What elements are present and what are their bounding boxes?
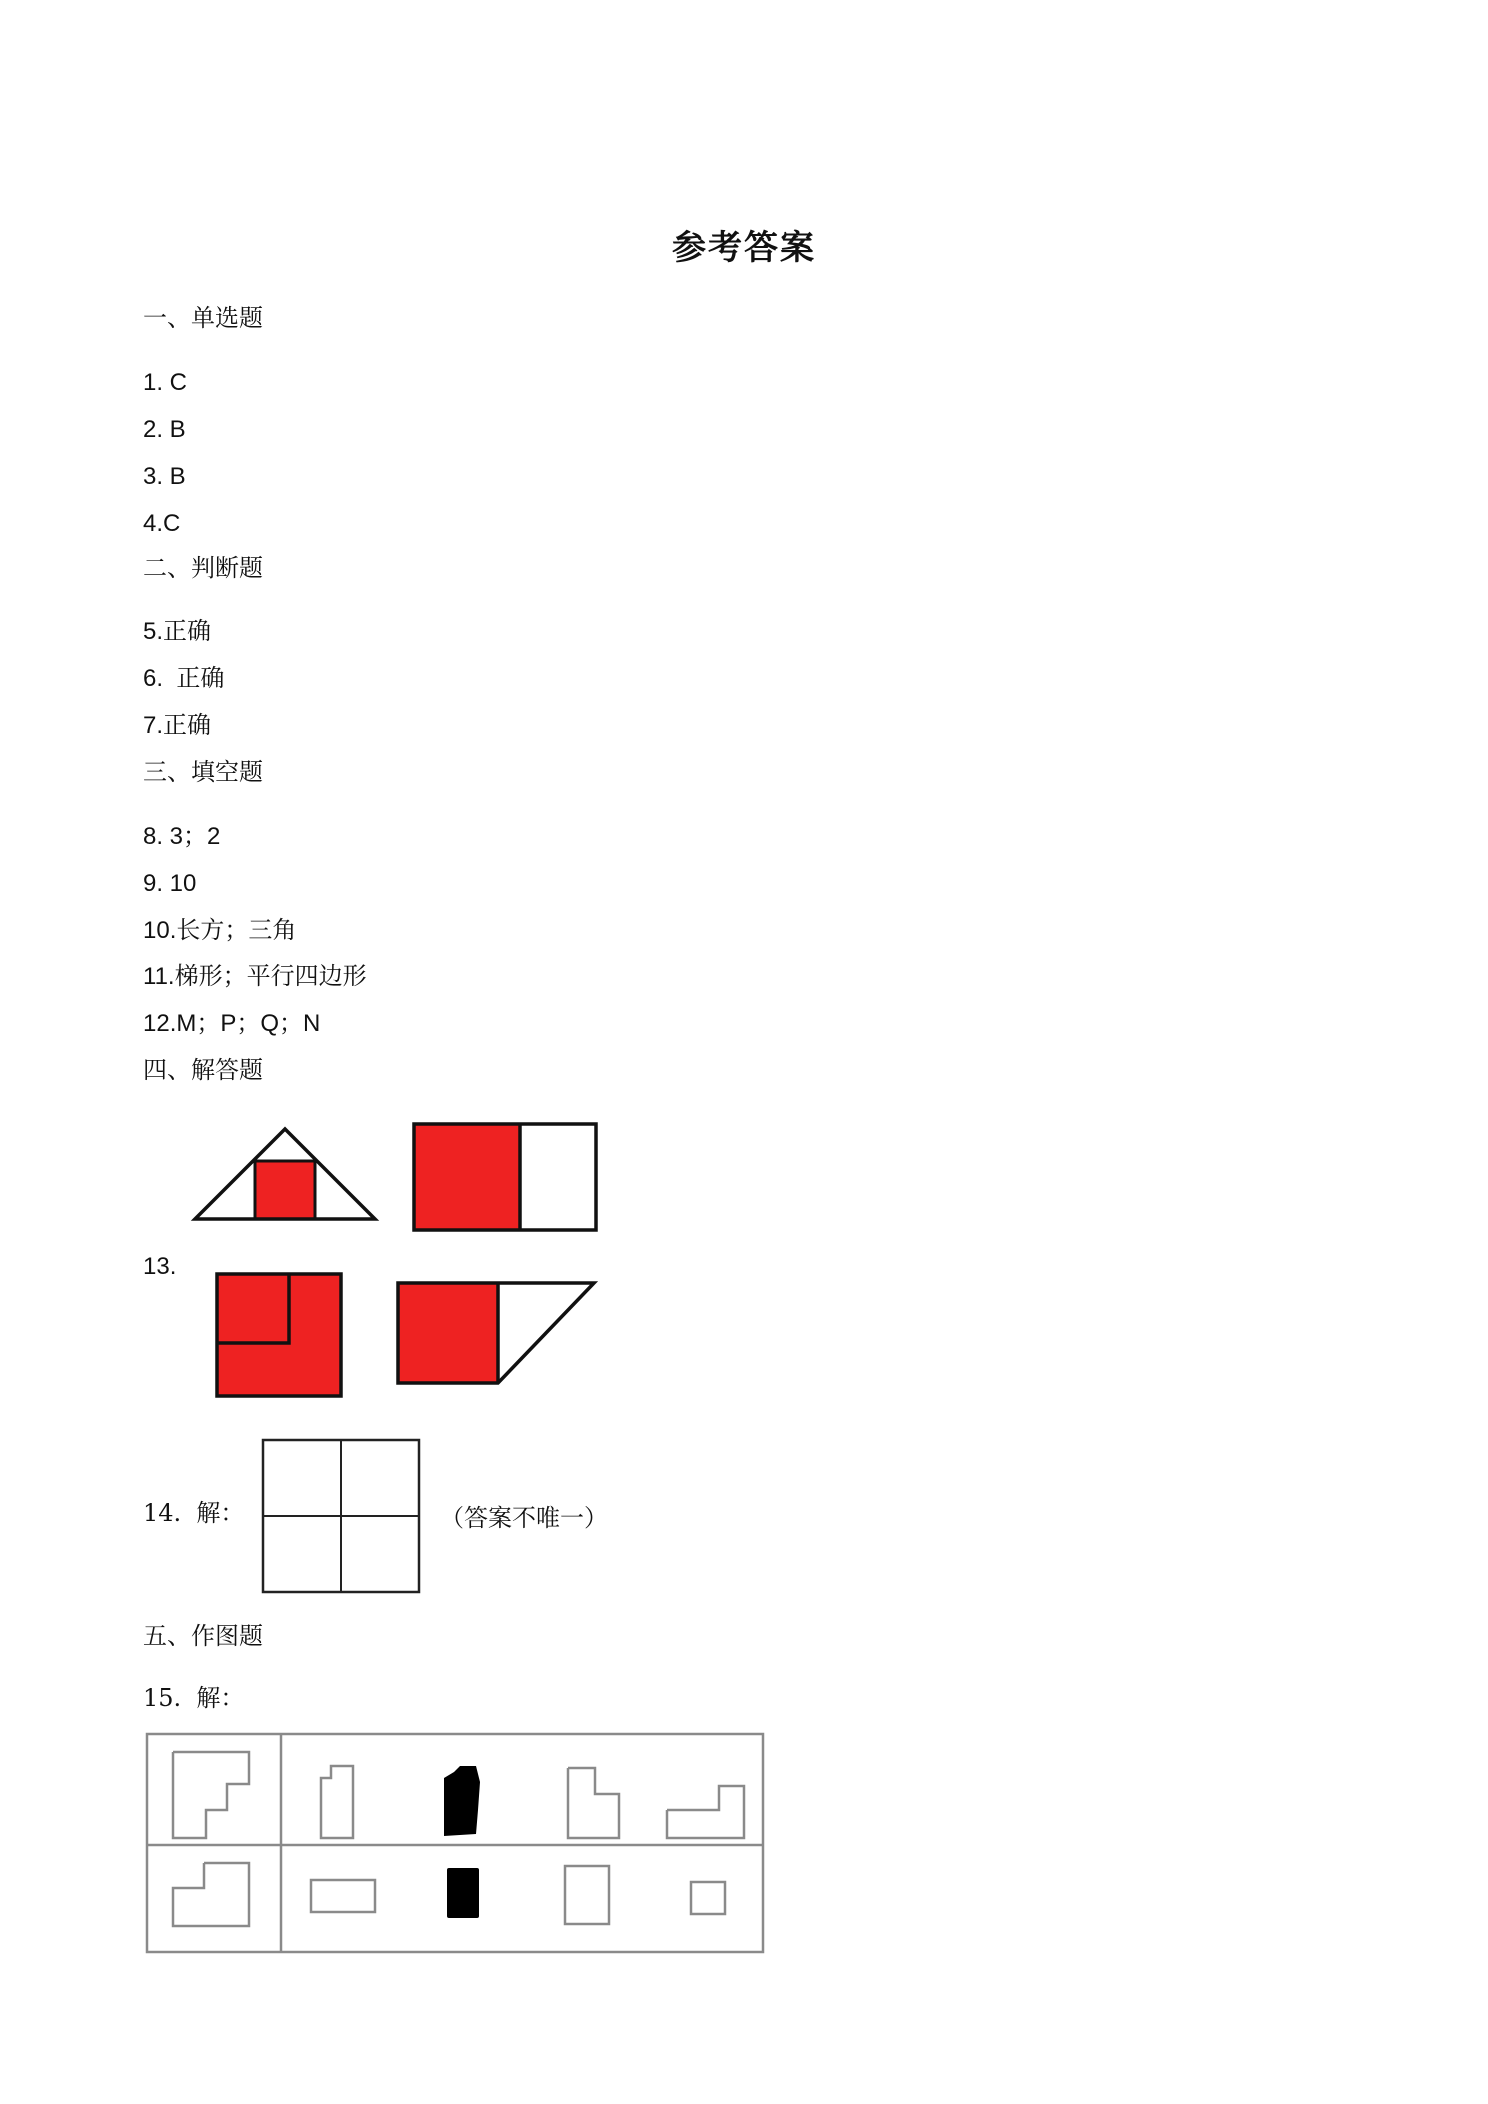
section-heading-single-choice: 一、单选题 xyxy=(143,304,263,332)
q13-rectangle-figure xyxy=(412,1122,598,1232)
answer-6: 6. 正确 xyxy=(143,665,225,692)
answer-10: 10.长方；三角 xyxy=(143,917,297,944)
q14-label: 14. 解： xyxy=(143,1499,245,1527)
section-heading-drawing: 五、作图题 xyxy=(143,1622,263,1650)
answer-2: 2. B xyxy=(143,416,186,443)
answer-9: 9. 10 xyxy=(143,870,197,897)
section-heading-fill-blank: 三、填空题 xyxy=(143,758,263,786)
answer-1: 1. C xyxy=(143,369,188,396)
q15-view-table-figure xyxy=(144,1730,766,1956)
page-title: 参考答案 xyxy=(672,228,816,268)
answer-5: 5.正确 xyxy=(143,618,212,645)
q15-label: 15. 解： xyxy=(143,1684,245,1712)
answer-8: 8. 3；2 xyxy=(143,823,221,850)
answer-11: 11.梯形；平行四边形 xyxy=(143,963,367,990)
section-heading-true-false: 二、判断题 xyxy=(143,554,263,582)
answer-3: 3. B xyxy=(143,463,186,490)
section-heading-solution: 四、解答题 xyxy=(143,1056,263,1084)
answer-7: 7.正确 xyxy=(143,712,212,739)
q14-square-grid-figure xyxy=(261,1438,421,1594)
q13-label: 13. xyxy=(143,1253,177,1280)
q13-square-figure xyxy=(214,1271,344,1399)
q13-triangle-figure xyxy=(192,1126,382,1222)
answer-4: 4.C xyxy=(143,510,181,537)
q14-note: （答案不唯一） xyxy=(440,1504,608,1532)
answer-12: 12.M；P；Q；N xyxy=(143,1010,321,1037)
q13-parallelogram-figure xyxy=(395,1280,597,1388)
